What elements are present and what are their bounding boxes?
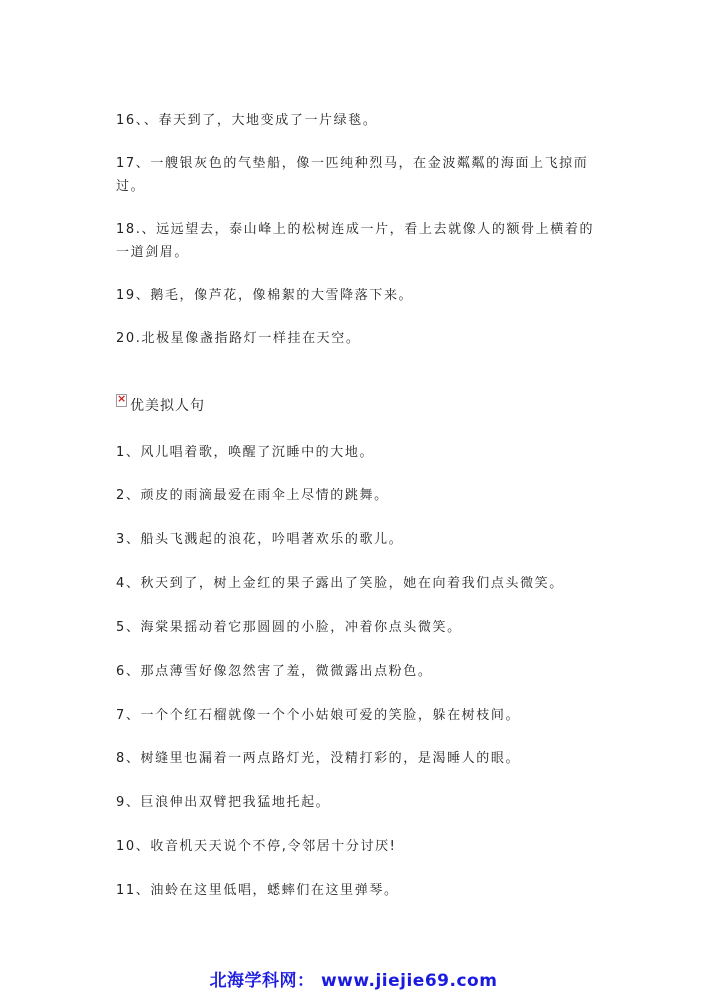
personification-7: 7、一个个红石榴就像一个个小姑娘可爱的笑脸，躲在树枝间。: [116, 708, 521, 723]
section-heading: [116, 392, 205, 414]
section-title: 优美拟人句: [130, 398, 205, 414]
personification-3: 3、船头飞溅起的浪花，吟唱著欢乐的歌儿。: [116, 532, 404, 547]
personification-6: 6、那点薄雪好像忽然害了羞，微微露出点粉色。: [116, 664, 433, 679]
personification-1: 1、风儿唱着歌，唤醒了沉睡中的大地。: [116, 445, 375, 460]
personification-8: 8、树缝里也漏着一两点路灯光，没精打彩的，是渴睡人的眼。: [116, 751, 521, 766]
sentence-19: 19、鹅毛，像芦花，像棉絮的大雪降落下来。: [116, 288, 414, 303]
personification-9: 9、巨浪伸出双臂把我猛地托起。: [116, 795, 331, 810]
personification-2: 2、顽皮的雨滴最爱在雨伞上尽情的跳舞。: [116, 488, 389, 503]
personification-11: 11、油蛉在这里低唱，蟋蟀们在这里弹琴。: [116, 883, 399, 898]
personification-5: 5、海棠果摇动着它那圆圆的小脸，冲着你点头微笑。: [116, 620, 462, 635]
footer-watermark: 北海学科网： www.jiejie69.com: [209, 971, 498, 991]
personification-4: 4、秋天到了，树上金红的果子露出了笑脸，她在向着我们点头微笑。: [116, 576, 564, 591]
sentence-17-line2: 过。: [116, 179, 146, 194]
sentence-17-line1: 17、一艘银灰色的气垫船，像一匹纯种烈马，在金波粼粼的海面上飞掠而: [116, 156, 589, 171]
broken-image-icon: [116, 394, 127, 407]
personification-10: 10、收音机天天说个不停,令邻居十分讨厌!: [116, 839, 397, 854]
sentence-20: 20.北极星像盏指路灯一样挂在天空。: [116, 331, 361, 346]
sentence-18-line1: 18.、远远望去，泰山峰上的松树连成一片，看上去就像人的额骨上横着的: [116, 222, 595, 237]
sentence-16: 16、、春天到了，大地变成了一片绿毯。: [116, 113, 378, 128]
sentence-18-line2: 一道剑眉。: [116, 245, 190, 260]
